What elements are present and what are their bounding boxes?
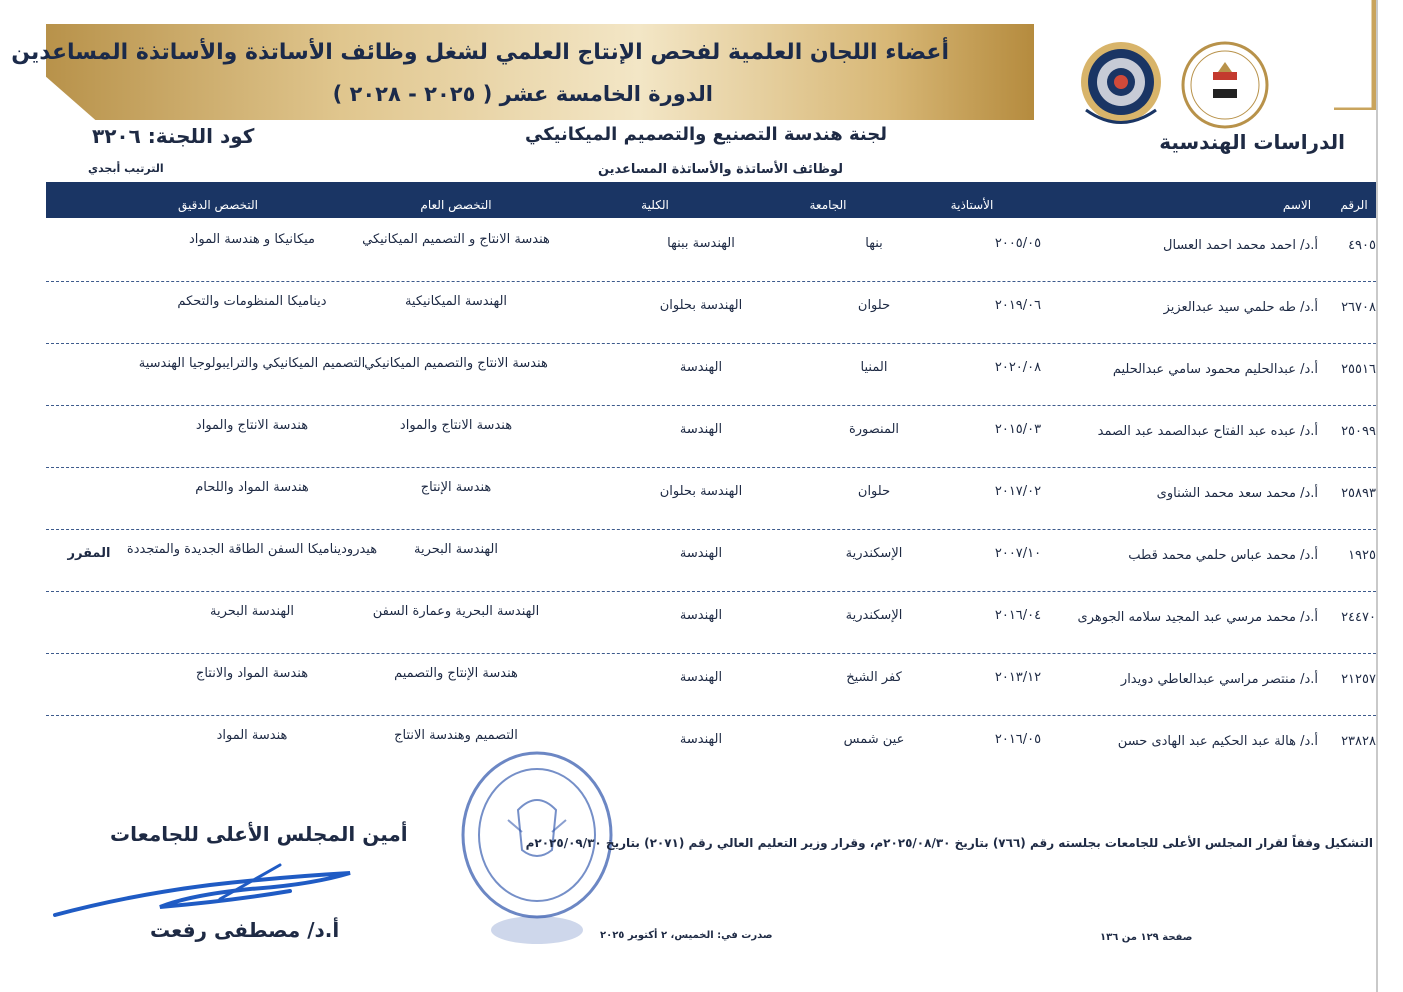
issued-value: الخميس، ٢ أكتوبر ٢٠٢٥ (600, 930, 714, 941)
row-specific-specialty: ديناميكا المنظومات والتحكم (177, 294, 327, 309)
table-row (46, 282, 1376, 344)
page-number: صفحة ١٢٩ من ١٣٦ (1100, 932, 1193, 943)
table-row (46, 220, 1376, 282)
corner-decoration (1314, 0, 1376, 110)
row-university: كفر الشيخ (846, 670, 902, 685)
table-row (46, 406, 1376, 468)
row-general-specialty: هندسة الانتاج والتصميم الميكانيكي (364, 356, 548, 371)
row-specific-specialty: الهندسة البحرية (210, 604, 294, 619)
table-row (46, 468, 1376, 530)
col-header-name: الاسم (1282, 198, 1312, 212)
row-faculty: الهندسة ببنها (667, 236, 735, 251)
committee-code-label: كود اللجنة: (147, 124, 255, 148)
row-university: حلوان (857, 298, 891, 313)
row-number: ٢٥٥١٦ (1341, 362, 1376, 377)
row-specific-specialty: هندسة المواد واللحام (195, 480, 309, 495)
row-name: أ.د/ احمد محمد احمد العسال (1163, 238, 1318, 253)
row-professorship: ٢٠١٣/١٢ (994, 670, 1042, 685)
row-university: بنها (865, 236, 883, 251)
row-name: أ.د/ هالة عبد الحكيم عبد الهادى حسن (1117, 734, 1318, 749)
col-header-number: الرقم (1340, 198, 1368, 212)
row-professorship: ٢٠٢٠/٠٨ (994, 360, 1042, 375)
committee-code (92, 124, 254, 148)
row-professorship: ٢٠٠٧/١٠ (994, 546, 1042, 561)
row-general-specialty: الهندسة البحرية وعمارة السفن (372, 604, 540, 619)
row-number: ٢٦٧٠٨ (1341, 300, 1376, 315)
issued-label: صدرت في: (717, 930, 773, 941)
row-specific-specialty: ميكانيكا و هندسة المواد (188, 232, 316, 247)
row-general-specialty: هندسة الانتاج والمواد (399, 418, 513, 433)
row-faculty: الهندسة (679, 670, 723, 685)
row-general-specialty: هندسة الإنتاج والتصميم (394, 666, 518, 681)
page-edge-line (1376, 0, 1378, 992)
row-name: أ.د/ محمد سعد محمد الشناوى (1156, 486, 1318, 501)
row-university: المنيا (860, 360, 888, 375)
row-university: الإسكندرية (845, 608, 903, 623)
row-university: عين شمس (843, 732, 905, 747)
row-specific-specialty: هيدروديناميكا السفن الطاقة الجديدة والمتجددة (126, 542, 378, 557)
signatory-name: أ.د/ مصطفى رفعت (150, 918, 340, 942)
row-professorship: ٢٠١٩/٠٦ (994, 298, 1042, 313)
row-general-specialty: هندسة الانتاج و التصميم الميكانيكي (362, 232, 550, 247)
row-professorship: ٢٠٠٥/٠٥ (994, 236, 1042, 251)
col-header-faculty: الكلية (641, 198, 669, 212)
issued-date (600, 930, 773, 941)
row-university: المنصورة (848, 422, 900, 437)
row-number: ١٩٢٥ (1348, 548, 1376, 563)
row-specific-specialty: هندسة المواد (216, 728, 288, 743)
row-faculty: الهندسة (679, 360, 723, 375)
row-number: ٢٣٨٢٨ (1341, 734, 1376, 749)
row-faculty: الهندسة (679, 732, 723, 747)
table-row (46, 654, 1376, 716)
row-professorship: ٢٠١٥/٠٣ (994, 422, 1042, 437)
page-subtitle: الدورة الخامسة عشر ( ٢٠٢٥ - ٢٠٢٨ ) (332, 82, 713, 106)
row-professorship: ٢٠١٦/٠٥ (994, 732, 1042, 747)
signatory-title: أمين المجلس الأعلى للجامعات (110, 822, 408, 846)
row-general-specialty: الهندسة الميكانيكية (404, 294, 508, 309)
row-university: حلوان (857, 484, 891, 499)
row-faculty: الهندسة (679, 546, 723, 561)
row-professorship: ٢٠١٦/٠٤ (994, 608, 1042, 623)
handwritten-signature (50, 855, 380, 925)
jobs-line: لوظائف الأساتذة والأساتذة المساعدين (597, 162, 843, 177)
row-name: أ.د/ عبدالحليم محمود سامي عبدالحليم (1112, 362, 1318, 377)
row-name: أ.د/ عبده عبد الفتاح عبدالصمد عبد الصمد (1097, 424, 1318, 439)
row-number: ٢٥٠٩٩ (1341, 424, 1376, 439)
row-faculty: الهندسة بحلوان (659, 298, 743, 313)
row-professorship: ٢٠١٧/٠٢ (994, 484, 1042, 499)
col-header-specific-specialty: التخصص الدقيق (178, 198, 258, 212)
ministry-logo (1180, 40, 1270, 130)
table-row (46, 592, 1376, 654)
page-title: أعضاء اللجان العلمية لفحص الإنتاج العلمي لشغل وظائف الأساتذة والأساتذة المساعدين (11, 40, 949, 65)
row-name: أ.د/ طه حلمي سيد عبدالعزيز (1163, 300, 1318, 315)
col-header-university: الجامعة (809, 198, 847, 212)
row-general-specialty: هندسة الإنتاج (420, 480, 492, 495)
row-name: أ.د/ محمد مرسي عبد المجيد سلامه الجوهرى (1077, 610, 1318, 625)
sort-note: الترتيب أبجدي (88, 162, 164, 175)
row-specific-specialty: هندسة الانتاج والمواد (195, 418, 309, 433)
sector-name: الدراسات الهندسية (1159, 130, 1345, 154)
col-header-general-specialty: التخصص العام (420, 198, 492, 212)
col-header-professorship: الأستاذية (950, 198, 994, 212)
row-number: ٢١٢٥٧ (1341, 672, 1376, 687)
committee-code-value: ٣٢٠٦ (92, 124, 141, 148)
row-specific-specialty: التصميم الميكانيكي والترايبولوجيا الهندسية (138, 356, 366, 371)
academy-logo (1076, 40, 1166, 130)
table-row (46, 716, 1376, 778)
row-number: ٤٩٠٥ (1348, 238, 1376, 253)
row-role: المقرر (67, 546, 111, 561)
row-faculty: الهندسة بحلوان (659, 484, 743, 499)
row-faculty: الهندسة (679, 422, 723, 437)
row-university: الإسكندرية (845, 546, 903, 561)
row-number: ٢٤٤٧٠ (1341, 610, 1376, 625)
committee-name: لجنة هندسة التصنيع والتصميم الميكانيكي (525, 124, 887, 145)
row-specific-specialty: هندسة المواد والانتاج (195, 666, 309, 681)
row-name: أ.د/ منتصر مراسي عبدالعاطي دويدار (1120, 672, 1318, 687)
row-faculty: الهندسة (679, 608, 723, 623)
row-name: أ.د/ محمد عباس حلمي محمد قطب (1128, 548, 1318, 563)
row-general-specialty: الهندسة البحرية (414, 542, 498, 557)
table-row (46, 344, 1376, 406)
row-number: ٢٥٨٩٣ (1341, 486, 1376, 501)
row-general-specialty: التصميم وهندسة الانتاج (394, 728, 518, 743)
table-row (46, 530, 1376, 592)
formation-note: التشكيل وفقاً لقرار المجلس الأعلى للجامعات بجلسته رقم (٧٦٦) بتاريخ ٢٠٢٥/٠٨/٣٠م، وقرار وزير التعليم العالي رقم (٢٠٧١) بتاريخ ٢٠٢٥/٠٩/٣٠م (525, 836, 1373, 850)
